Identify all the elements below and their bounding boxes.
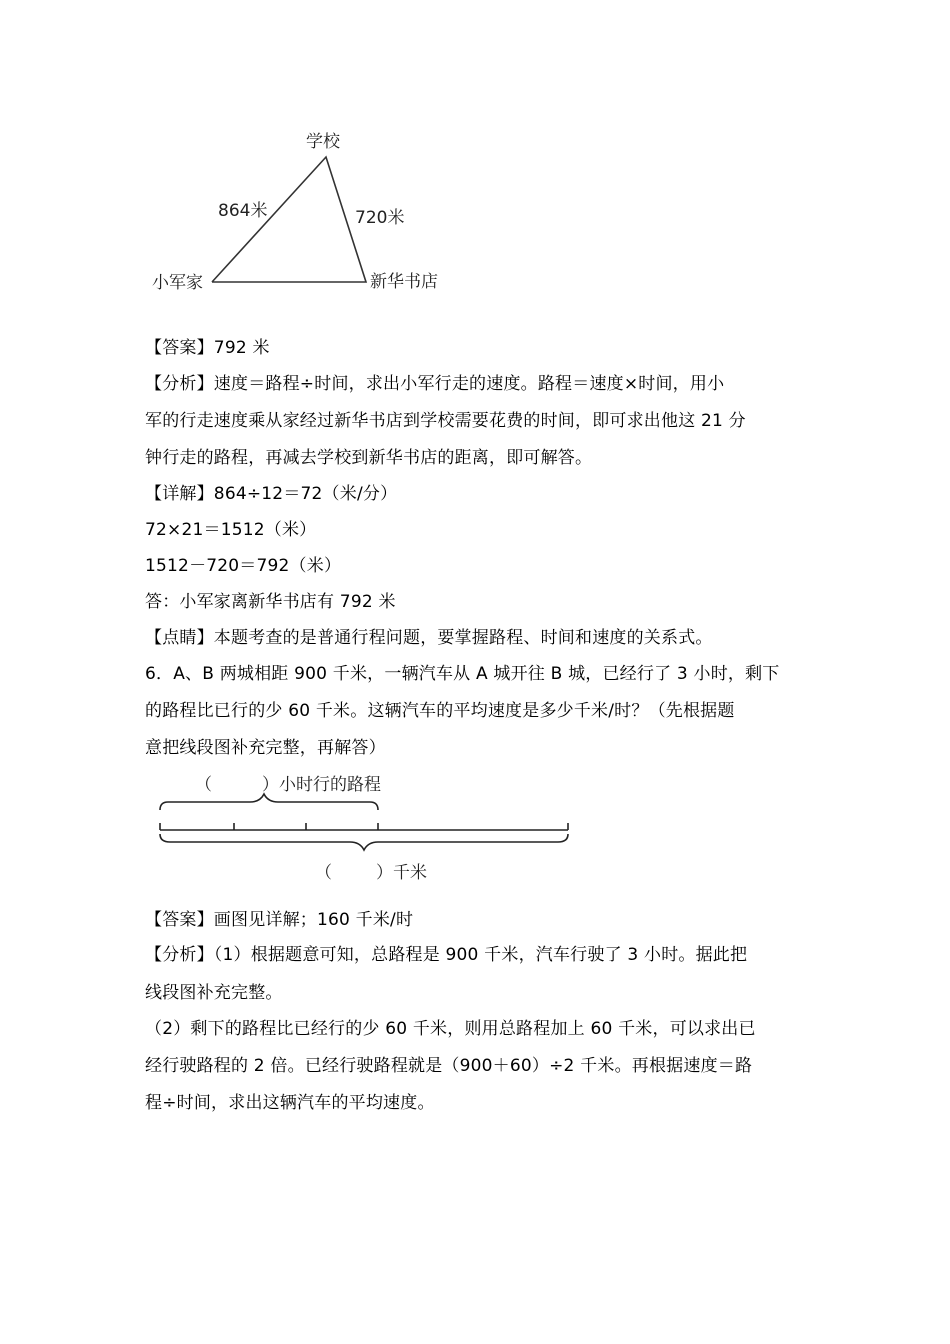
- q5-comment: 【点睛】本题考查的是普通行程问题，要掌握路程、时间和速度的关系式。: [145, 628, 713, 648]
- q5-detail-line-2: 72×21＝1512（米）: [145, 520, 317, 540]
- top-paren-open: （: [195, 775, 212, 795]
- q6-question-line-2: 的路程比已行的少 60 千米。这辆汽车的平均速度是多少千米/时？（先根据题: [145, 701, 735, 721]
- q6-analysis-line-3: （2）剩下的路程比已经行的少 60 千米，则用总路程加上 60 千米，可以求出已: [145, 1019, 756, 1039]
- q6-answer: 【答案】画图见详解；160 千米/时: [145, 910, 414, 930]
- q6-question-line-1: 6．A、B 两城相距 900 千米，一辆汽车从 A 城开往 B 城，已经行了 3 小时，剩下: [145, 664, 780, 684]
- vertex-top-label: 学校: [306, 132, 340, 152]
- triangle-figure: [140, 125, 460, 300]
- bottom-brace: [160, 834, 568, 850]
- q5-detail-line-1: 【详解】864÷12＝72（米/分）: [145, 484, 398, 504]
- q5-analysis-line-1: 【分析】速度＝路程÷时间，求出小军行走的速度。路程＝速度×时间，用小: [145, 374, 725, 394]
- vertex-right-label: 新华书店: [370, 272, 438, 292]
- q6-analysis-line-2: 线段图补充完整。: [145, 983, 283, 1003]
- q6-analysis-line-5: 程÷时间，求出这辆汽车的平均速度。: [145, 1093, 435, 1113]
- vertex-left-label: 小军家: [152, 273, 203, 293]
- q5-detail-line-3: 1512－720＝792（米）: [145, 556, 342, 576]
- q6-question-line-3: 意把线段图补充完整，再解答）: [145, 738, 386, 758]
- q5-detail-line-4: 答：小军家离新华书店有 792 米: [145, 592, 396, 612]
- top-paren-close: ）小时行的路程: [262, 775, 381, 795]
- top-brace: [160, 794, 378, 810]
- side-right-label: 720米: [355, 208, 405, 228]
- q5-analysis-line-3: 钟行走的路程，再减去学校到新华书店的距离，即可解答。: [145, 448, 593, 468]
- segment-diagram: [150, 770, 580, 890]
- bottom-paren-close: ）千米: [376, 863, 427, 883]
- q5-analysis-line-2: 军的行走速度乘从家经过新华书店到学校需要花费的时间，即可求出他这 21 分: [145, 411, 746, 431]
- bottom-paren-open: （: [315, 863, 332, 883]
- q6-analysis-line-1: 【分析】（1）根据题意可知，总路程是 900 千米，汽车行驶了 3 小时。据此把: [145, 945, 748, 965]
- side-left-label: 864米: [218, 201, 268, 221]
- q5-answer: 【答案】792 米: [145, 338, 270, 358]
- q6-analysis-line-4: 经行驶路程的 2 倍。已经行驶路程就是（900＋60）÷2 千米。再根据速度＝路: [145, 1056, 753, 1076]
